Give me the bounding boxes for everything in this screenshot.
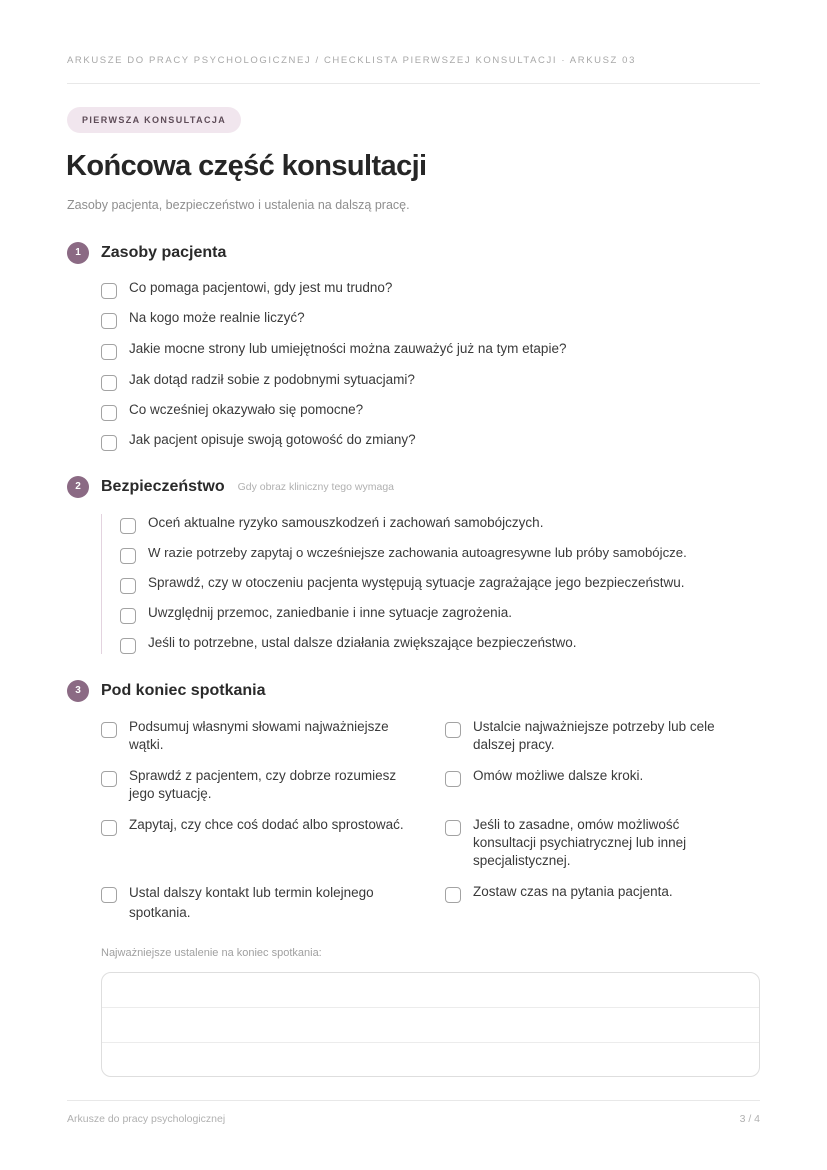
checklist-item xyxy=(101,431,741,451)
checklist-item xyxy=(101,401,741,421)
checklist-item xyxy=(101,340,741,360)
section-number-badge: 1 xyxy=(67,242,89,264)
page-subtitle: Zasoby pacjenta, bezpieczeństwo i ustalenia na dalszą pracę. xyxy=(67,198,410,212)
checklist-item xyxy=(445,883,745,903)
header-divider xyxy=(67,83,760,84)
section-number-badge: 2 xyxy=(67,476,89,498)
section-accent-bar xyxy=(101,514,102,654)
checklist-item-label: Jakie mocne strony lub umiejętności można zauważyć już na tym etapie? xyxy=(129,341,567,356)
checklist-item xyxy=(120,604,760,624)
checklist-item xyxy=(101,309,741,329)
checklist-item xyxy=(101,279,741,299)
checklist-item xyxy=(120,574,760,594)
checklist-item-label: Jak pacjent opisuje swoją gotowość do zmiany? xyxy=(129,432,416,447)
checklist-item-label: Omów możliwe dalsze kroki. xyxy=(473,768,644,783)
page-number: 3 / 4 xyxy=(739,1113,760,1125)
checkbox[interactable] xyxy=(120,608,136,624)
checkbox[interactable] xyxy=(101,722,117,738)
checkbox[interactable] xyxy=(101,771,117,787)
checklist-item-label: Podsumuj własnymi słowami najważniejsze wątki. xyxy=(129,719,389,752)
notes-field[interactable] xyxy=(101,972,760,1077)
footer-title: Arkusze do pracy psychologicznej xyxy=(67,1113,226,1125)
checkbox[interactable] xyxy=(120,638,136,654)
checklist-item-label: Co pomaga pacjentowi, gdy jest mu trudno? xyxy=(129,280,393,295)
page-title: Końcowa część konsultacji xyxy=(66,150,427,182)
checklist-item-label: Ustalcie najważniejsze potrzeby lub cele dalszej pracy. xyxy=(473,719,715,752)
checkbox[interactable] xyxy=(101,887,117,903)
checkbox[interactable] xyxy=(101,344,117,360)
checkbox[interactable] xyxy=(445,771,461,787)
notes-rule xyxy=(102,1042,759,1043)
checklist-item xyxy=(120,514,760,534)
section-closing-header xyxy=(67,680,265,702)
checklist-item-label: Na kogo może realnie liczyć? xyxy=(129,310,305,325)
checkbox[interactable] xyxy=(445,887,461,903)
checklist-item xyxy=(445,767,745,787)
section-number-badge: 3 xyxy=(67,680,89,702)
checkbox[interactable] xyxy=(120,518,136,534)
checklist-item xyxy=(445,718,745,754)
checklist-item-label: Co wcześniej okazywało się pomocne? xyxy=(129,402,364,417)
checklist-item-label: Jeśli to potrzebne, ustal dalsze działania zwiększające bezpieczeństwo. xyxy=(148,635,577,650)
checklist-item-label: Uwzględnij przemoc, zaniedbanie i inne sytuacje zagrożenia. xyxy=(148,605,512,620)
checklist-item xyxy=(445,816,745,870)
checkbox[interactable] xyxy=(101,820,117,836)
checklist-item xyxy=(120,544,760,564)
category-badge: PIERWSZA KONSULTACJA xyxy=(67,107,241,133)
checkbox[interactable] xyxy=(101,435,117,451)
checklist-item-label: Jeśli to zasadne, omów możliwość konsultacji psychiatrycznej lub innej specjalistycznej. xyxy=(473,817,687,868)
checkbox[interactable] xyxy=(101,405,117,421)
checklist-item xyxy=(101,371,741,391)
checklist-item-label: Zostaw czas na pytania pacjenta. xyxy=(473,884,673,899)
notes-label: Najważniejsze ustalenie na koniec spotkania: xyxy=(101,947,322,959)
checklist-item xyxy=(120,634,760,654)
checkbox[interactable] xyxy=(120,548,136,564)
checklist-item xyxy=(101,718,416,754)
checklist-item-label: Oceń aktualne ryzyko samouszkodzeń i zachowań samobójczych. xyxy=(148,515,544,530)
checklist-item xyxy=(101,816,416,836)
checkbox[interactable] xyxy=(120,578,136,594)
footer-divider xyxy=(67,1100,760,1101)
checklist-item-label: Zapytaj, czy chce coś dodać albo sprostować. xyxy=(129,817,404,832)
checklist-item-label: Ustal dalszy kontakt lub termin kolejnego spotkania. xyxy=(129,885,374,920)
notes-rule xyxy=(102,1007,759,1008)
checkbox[interactable] xyxy=(101,313,117,329)
checkbox[interactable] xyxy=(101,375,117,391)
checkbox[interactable] xyxy=(101,283,117,299)
checklist-item xyxy=(101,767,416,803)
checkbox[interactable] xyxy=(445,820,461,836)
checklist-item xyxy=(101,883,416,923)
checklist-item-label: W razie potrzeby zapytaj o wcześniejsze zachowania autoagresywne lub próby samobójcze. xyxy=(148,545,687,560)
section-resources-header xyxy=(67,242,226,264)
section-title: Bezpieczeństwo xyxy=(101,478,225,495)
section-safety-header xyxy=(67,476,394,498)
checklist-item-label: Sprawdź, czy w otoczeniu pacjenta występują sytuacje zagrażające jego bezpieczeństwu. xyxy=(148,575,685,590)
section-note: Gdy obraz kliniczny tego wymaga xyxy=(237,481,394,493)
checklist-item-label: Jak dotąd radził sobie z podobnymi sytuacjami? xyxy=(129,372,415,387)
checklist-item-label: Sprawdź z pacjentem, czy dobrze rozumiesz jego sytuację. xyxy=(129,768,397,801)
section-title: Zasoby pacjenta xyxy=(101,244,227,261)
checkbox[interactable] xyxy=(445,722,461,738)
breadcrumb: ARKUSZE DO PRACY PSYCHOLOGICZNEJ / CHECKLISTA PIERWSZEJ KONSULTACJI · ARKUSZ 03 xyxy=(67,55,636,66)
section-title: Pod koniec spotkania xyxy=(101,682,266,699)
